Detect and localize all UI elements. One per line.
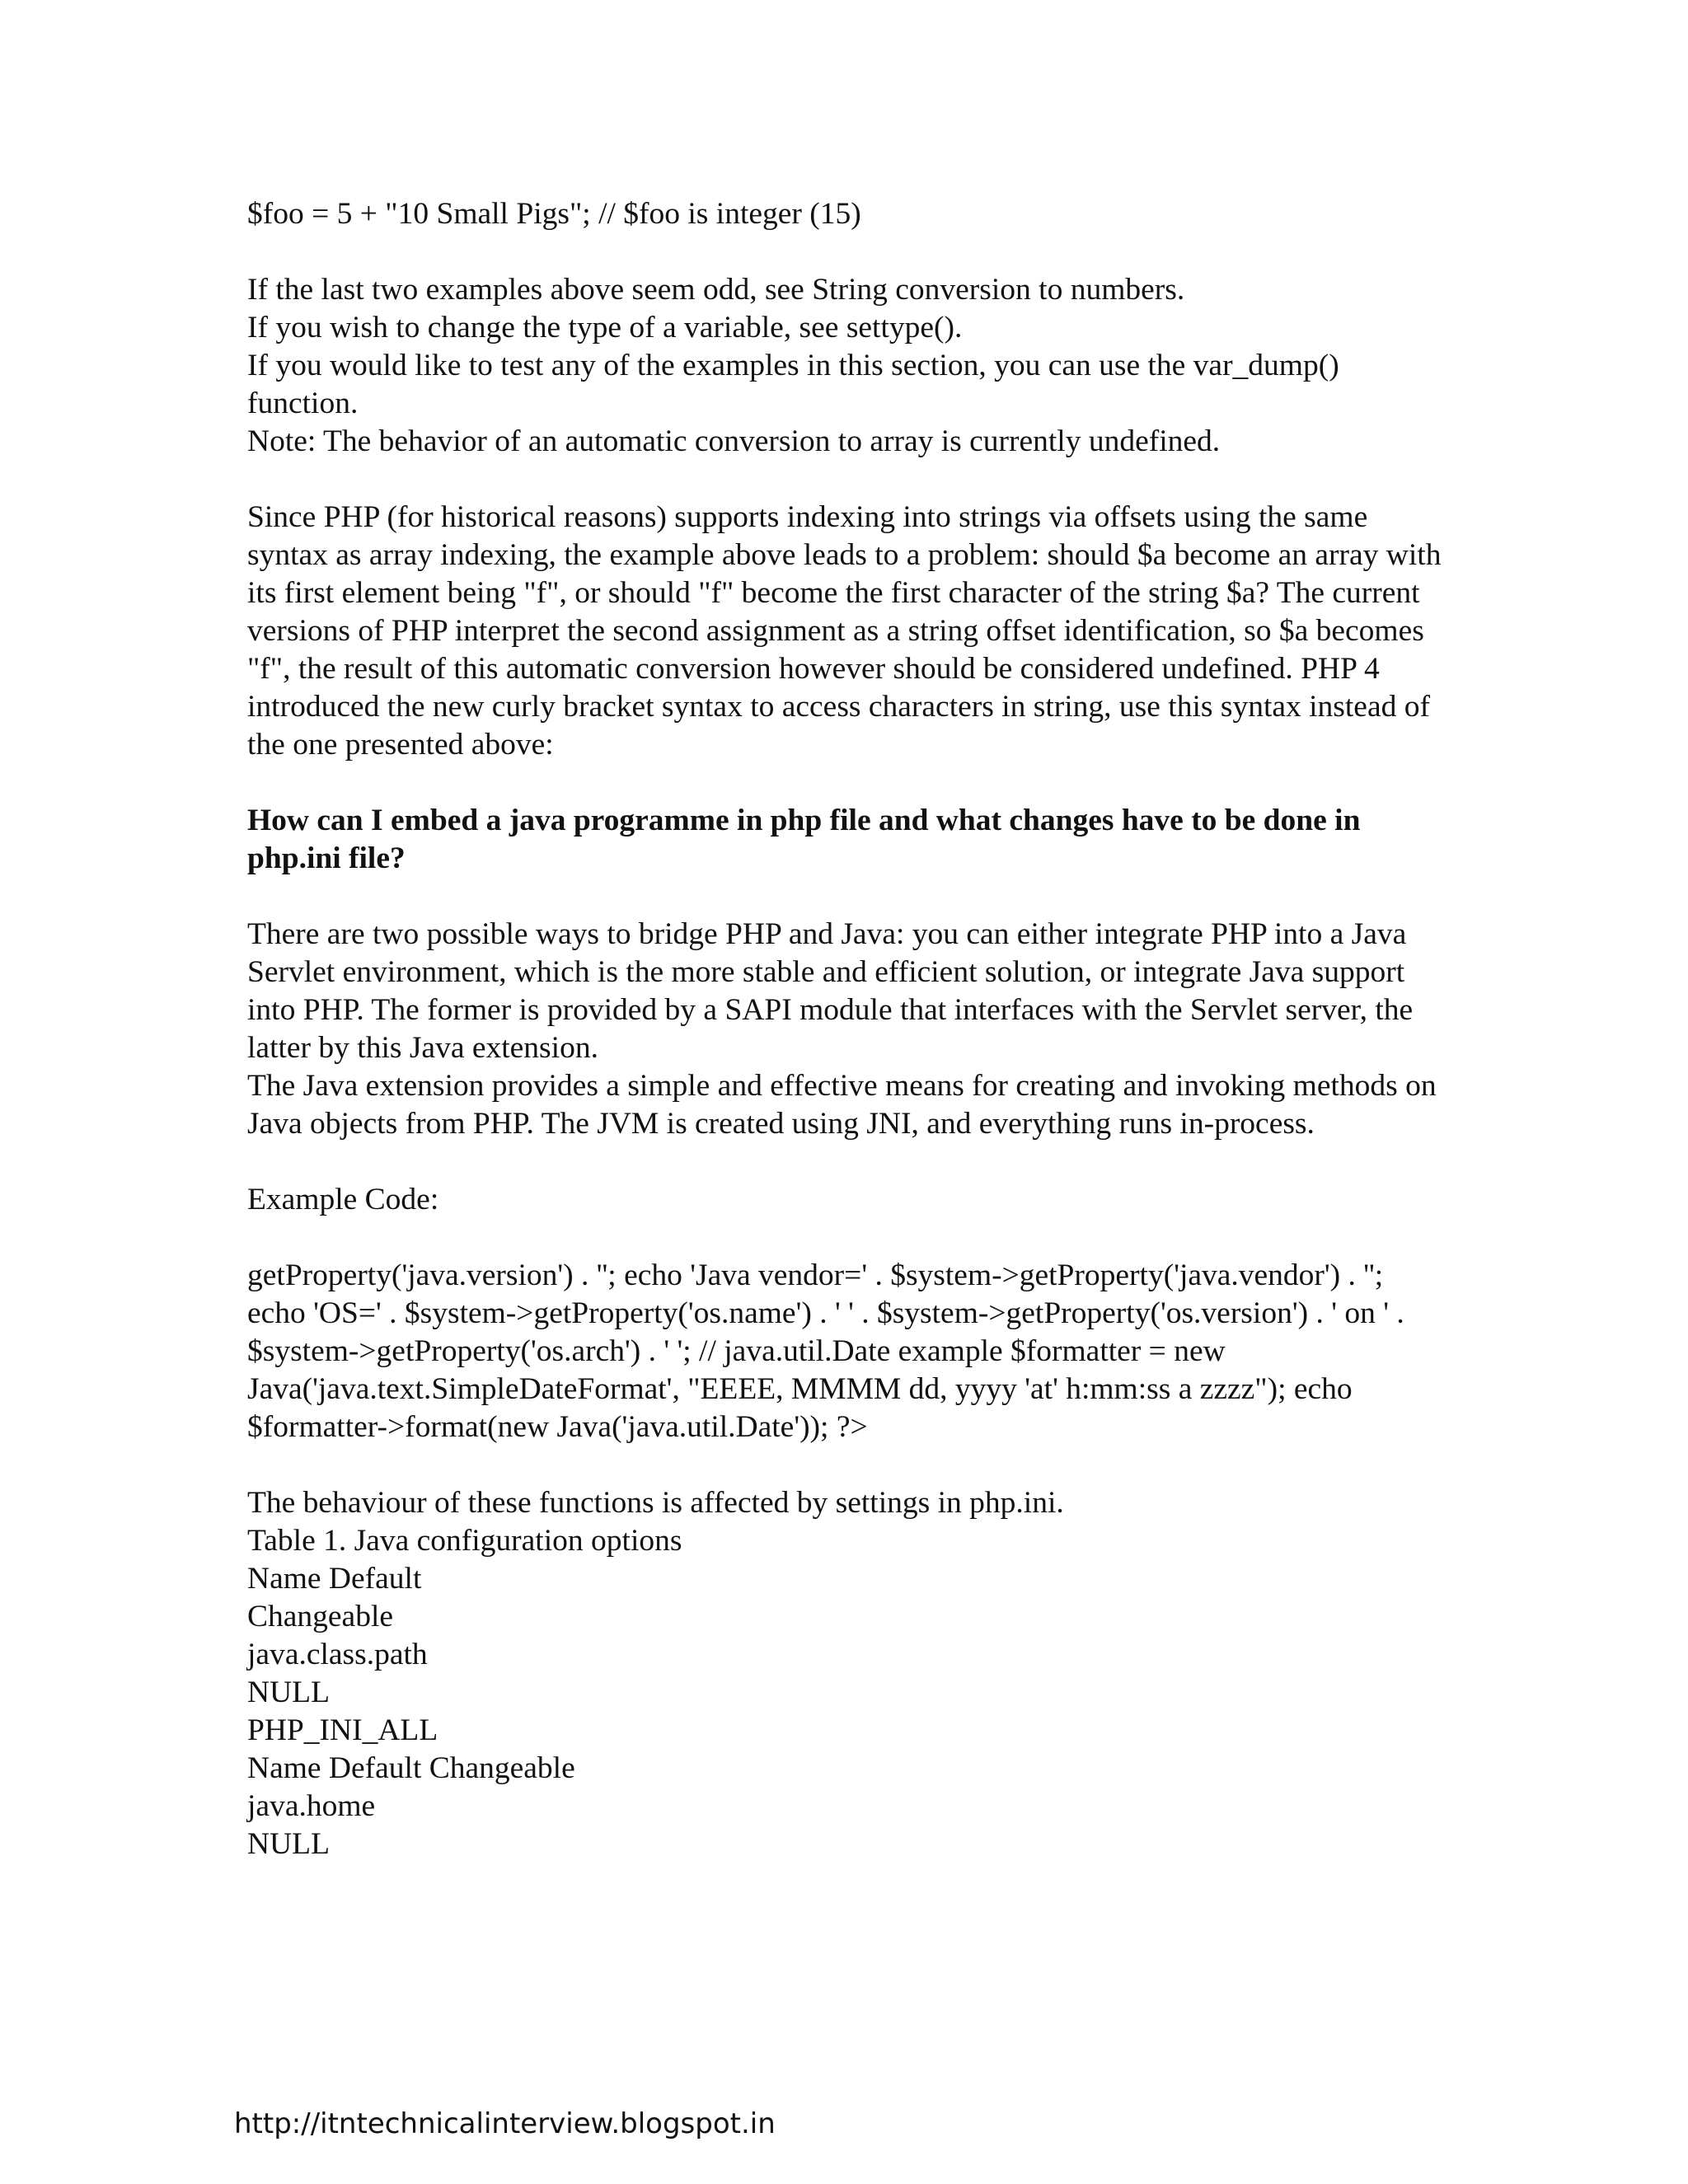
config-line: NULL	[247, 1675, 330, 1709]
config-line: java.class.path	[247, 1638, 428, 1671]
note-line: If the last two examples above seem odd, see String conversion to numbers.	[247, 273, 1185, 307]
note-line: If you wish to change the type of a variable, see settype().	[247, 311, 963, 344]
paragraph-gap	[247, 1143, 1442, 1181]
config-table-caption: Table 1. Java configuration options	[247, 1524, 682, 1558]
config-line: PHP_INI_ALL	[247, 1713, 438, 1747]
example-label: Example Code:	[247, 1183, 439, 1216]
code-line-foo: $foo = 5 + "10 Small Pigs"; // $foo is integer (15)	[247, 197, 861, 231]
config-line: java.home	[247, 1789, 376, 1823]
question-heading: How can I embed a java programme in php file and what changes have to be done in php.ini file?	[247, 804, 1361, 875]
paragraph-java-extension: The Java extension provides a simple and effective means for creating and invoking methods on Java objects from PHP. The JVM is created using JNI, and everything runs in-process.	[247, 1069, 1437, 1141]
note-line: Note: The behavior of an automatic conversion to array is currently undefined.	[247, 424, 1221, 458]
footer-url: http://itntechnicalinterview.blogspot.in	[234, 2107, 776, 2140]
paragraph-bridge: There are two possible ways to bridge PHP and Java: you can either integrate PHP into a Java Servlet environment, which is the more stable and efficient solution, or integrate Java support into PHP. The former is provided by a SAPI module that interfaces with the Servlet server, the latter by this Java extension.	[247, 917, 1414, 1065]
paragraph-gap	[247, 1446, 1442, 1484]
paragraph-gap	[247, 878, 1442, 916]
paragraph-gap	[247, 1219, 1442, 1257]
paragraph-gap	[247, 461, 1442, 499]
paragraph-gap	[247, 233, 1442, 271]
document-body	[247, 195, 1442, 1863]
config-line: NULL	[247, 1827, 330, 1861]
paragraph-gap	[247, 764, 1442, 802]
paragraph-string-indexing: Since PHP (for historical reasons) supports indexing into strings via offsets using the same syntax as array indexing, the example above leads to a problem: should $a become an array with its first element being "f", or should "f" become the first character of the string $a? The current versions of PHP interpret the second assignment as a string offset identification, so $a becomes "f", the result of this automatic conversion however should be considered undefined. PHP 4 introduced the new curly bracket syntax to access characters in string, use this syntax instead of the one presented above:	[247, 500, 1442, 762]
example-code: getProperty('java.version') . ''; echo 'Java vendor=' . $system->getProperty('java.vendor') . ''; echo 'OS=' . $system->getProperty('os.name') . ' ' . $system->getProperty('os.version') . ' on ' . $system->getProperty('os.arch') . ' '; // java.util.Date example $formatter = new Java('java.text.SimpleDateFormat', "EEEE, MMMM dd, yyyy 'at' h:mm:ss a zzzz"); echo $formatter->format(new Java('java.util.Date')); ?>	[247, 1258, 1404, 1444]
config-line: Name Default Changeable	[247, 1751, 575, 1785]
config-line: Changeable	[247, 1600, 394, 1633]
config-line: The behaviour of these functions is affected by settings in php.ini.	[247, 1486, 1064, 1520]
note-line: If you would like to test any of the examples in this section, you can use the var_dump() function.	[247, 349, 1339, 420]
config-line: Name Default	[247, 1562, 422, 1596]
